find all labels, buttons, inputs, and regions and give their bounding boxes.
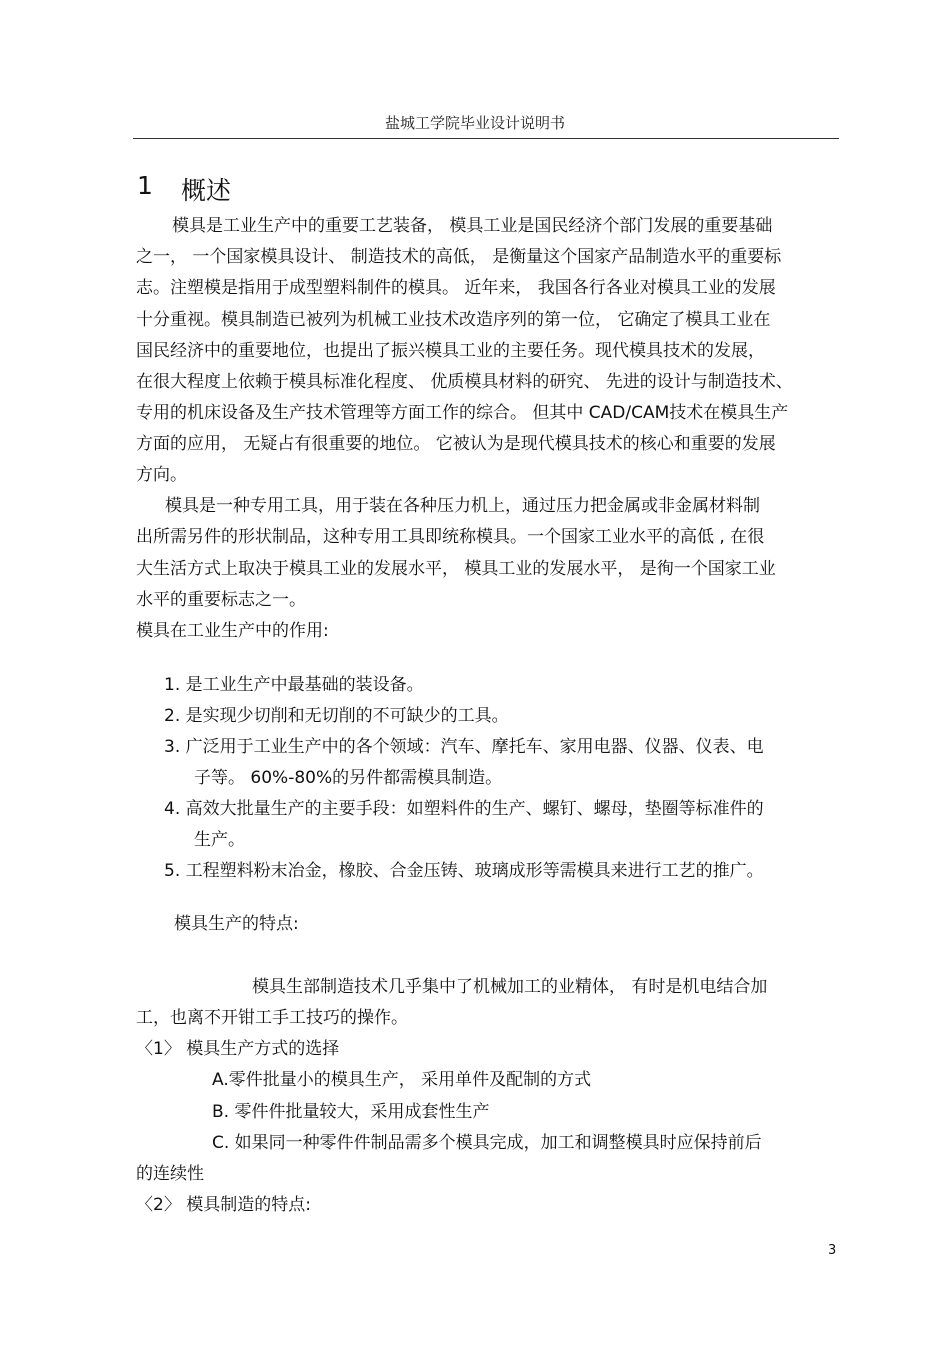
text-line: B. 零件件批量较大，采用成套性生产 xyxy=(212,1102,490,1122)
list-item: 3. 广泛用于工业生产中的各个领域：汽车、摩托车、家用电器、仪器、仪表、电 xyxy=(164,737,764,757)
list-item: 4. 高效大批量生产的主要手段：如塑料件的生产、螺钉、螺母，垫圈等标准件的 xyxy=(164,799,764,819)
text-line: 大生活方式上取决于模具工业的发展水平， 模具工业的发展水平， 是徇一个国家工业 xyxy=(136,559,776,579)
text-line: 在很大程度上依赖于模具标准化程度、 优质模具材料的研究、 先进的设计与制造技术、 xyxy=(136,372,793,392)
text-line: C. 如果同一种零件件制品需多个模具完成，加工和调整模具时应保持前后 xyxy=(212,1133,762,1153)
subheading: 〈2〉 模具制造的特点: xyxy=(136,1195,311,1215)
text-line: 模具是工业生产中的重要工艺装备， 模具工业是国民经济个部门发展的重要基础 xyxy=(172,216,773,236)
subheading: 〈1〉 模具生产方式的选择 xyxy=(136,1039,340,1059)
list-item-continuation: 生产。 xyxy=(194,830,245,850)
subheading: 模具生产的特点: xyxy=(174,914,299,934)
list-item: 1. 是工业生产中最基础的装设备。 xyxy=(164,675,424,695)
list-item: 5. 工程塑料粉末冶金，橡胶、合金压铸、玻璃成形等需模具来进行工艺的推广。 xyxy=(164,861,764,881)
text-line: 出所需另件的形状制品，这种专用工具即统称模具。一个国家工业水平的高低 , 在很 xyxy=(136,527,765,547)
list-item: 2. 是实现少切削和无切削的不可缺少的工具。 xyxy=(164,706,509,726)
text-line: 之一， 一个国家模具设计、 制造技术的高低， 是衡量这个国家产品制造水平的重要标 xyxy=(136,247,782,267)
text-line: 的连续性 xyxy=(136,1164,204,1184)
text-line: 模具是一种专用工具，用于装在各种压力机上，通过压力把金属或非金属材料制 xyxy=(165,496,760,516)
text-line: 方面的应用， 无疑占有很重要的地位。 它被认为是现代模具技术的核心和重要的发展 xyxy=(136,434,776,454)
text-line: 十分重视。模具制造已被列为机械工业技术改造序列的第一位， 它确定了模具工业在 xyxy=(136,310,771,330)
text-line: 水平的重要标志之一。 xyxy=(136,590,306,610)
text-line: 志。注塑模是指用于成型塑料制件的模具。 近年来， 我国各行各业对模具工业的发展 xyxy=(136,278,776,298)
text-line: 模具在工业生产中的作用: xyxy=(136,621,329,641)
text-line: A.零件批量小的模具生产， 采用单件及配制的方式 xyxy=(212,1070,592,1090)
page-number: 3 xyxy=(828,1243,837,1258)
text-line: 方向。 xyxy=(136,465,187,485)
text-line: 专用的机床设备及生产技术管理等方面工作的综合。 但其中 CAD/CAM技术在模具生产 xyxy=(136,403,789,423)
text-line: 工，也离不开钳工手工技巧的操作。 xyxy=(136,1008,408,1028)
text-line: 模具生部制造技术几乎集中了机械加工的业精体， 有时是机电结合加 xyxy=(252,977,768,997)
section-title: 概述 xyxy=(181,176,232,205)
section-number: 1 xyxy=(137,171,153,200)
text-line: 国民经济中的重要地位，也提出了振兴模具工业的主要任务。现代模具技术的发展， xyxy=(136,341,765,361)
page-header: 盐城工学院毕业设计说明书 xyxy=(384,114,565,132)
list-item-continuation: 子等。 60%-80%的另件都需模具制造。 xyxy=(194,768,503,788)
header-rule xyxy=(133,138,839,139)
